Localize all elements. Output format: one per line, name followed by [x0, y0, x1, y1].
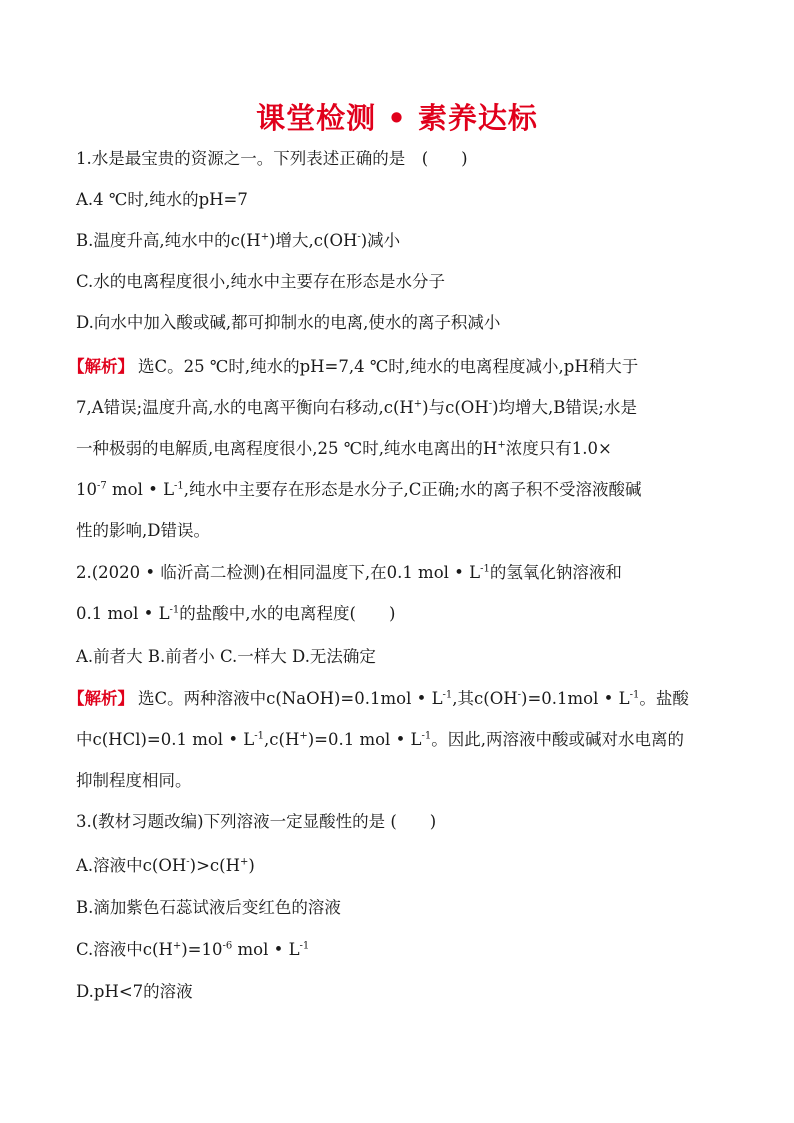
page-title: 课堂检测 • 素养达标 [256, 101, 538, 135]
q3-option-c: C.溶液中$c(H^+)=10^{-6}$ mol • $L^{-1}$ [76, 940, 310, 959]
q1-analysis-line-1: 【解析】 选C。25 ℃时,纯水的pH=7,4 ℃时,纯水的电离程度减小,pH稍大于 [68, 357, 639, 376]
q3-stem: 3.(教材习题改编)下列溶液一定显酸性的是 ( ) [76, 812, 437, 831]
q1-option-d: D.向水中加入酸或碱,都可抑制水的电离,使水的离子积减小 [76, 313, 501, 332]
q1-analysis-line-5: 性的影响,D错误。 [76, 521, 210, 540]
q3-option-b: B.滴加紫色石蕊试液后变红色的溶液 [76, 898, 341, 917]
q1-option-a: A.4 ℃时,纯水的pH=7 [76, 190, 248, 209]
q2-analysis-line-2: 中c(HCl)=0.1 mol • $L^{-1},c(H^+)=0.1$ mol • $L^{-1}$。因此,两溶液中酸或碱对水电离的 [76, 730, 685, 749]
q2-analysis-line-3: 抑制程度相同。 [76, 771, 192, 790]
q1-stem: 1.水是最宝贵的资源之一。下列表述正确的是 ( ) [76, 149, 468, 168]
q3-option-d: D.pH<7的溶液 [76, 982, 193, 1001]
q1-analysis-line-3: 一种极弱的电解质,电离程度很小,25 ℃时,纯水电离出的H+浓度只有1.0× [76, 439, 612, 458]
q1-analysis-line-2: 7,A错误;温度升高,水的电离平衡向右移动,c(H+)与c(OH-)均增大,B错误;水是 [76, 398, 637, 417]
q2-stem-line-1: 2.(2020 • 临沂高二检测)在相同温度下,在0.1 mol • $L^{-1}$的氢氧化钠溶液和 [76, 563, 622, 582]
analysis-tag: 【解析】 [68, 357, 134, 376]
q2-analysis-line-1: 【解析】 选C。两种溶液中c(NaOH)=0.1mol • $L^{-1}$,其c(OH-)=0.1mol • $L^{-1}$。盐酸 [68, 689, 689, 708]
q1-analysis-line-4: $10^{-7}$ mol • $L^{-1}$,纯水中主要存在形态是水分子,C正确;水的离子积不受溶液酸碱 [76, 480, 642, 499]
q1-option-b: B.温度升高,纯水中的c(H+)增大,c(OH-)减小 [76, 231, 401, 250]
analysis-tag: 【解析】 [68, 689, 134, 708]
q2-stem-line-2: 0.1 mol • $L^{-1}$的盐酸中,水的电离程度( ) [76, 604, 396, 623]
q3-option-a: A.溶液中c(OH-)>c(H+) [76, 856, 255, 875]
q1-option-c: C.水的电离程度很小,纯水中主要存在形态是水分子 [76, 272, 446, 291]
q2-options: A.前者大 B.前者小 C.一样大 D.无法确定 [76, 647, 376, 666]
